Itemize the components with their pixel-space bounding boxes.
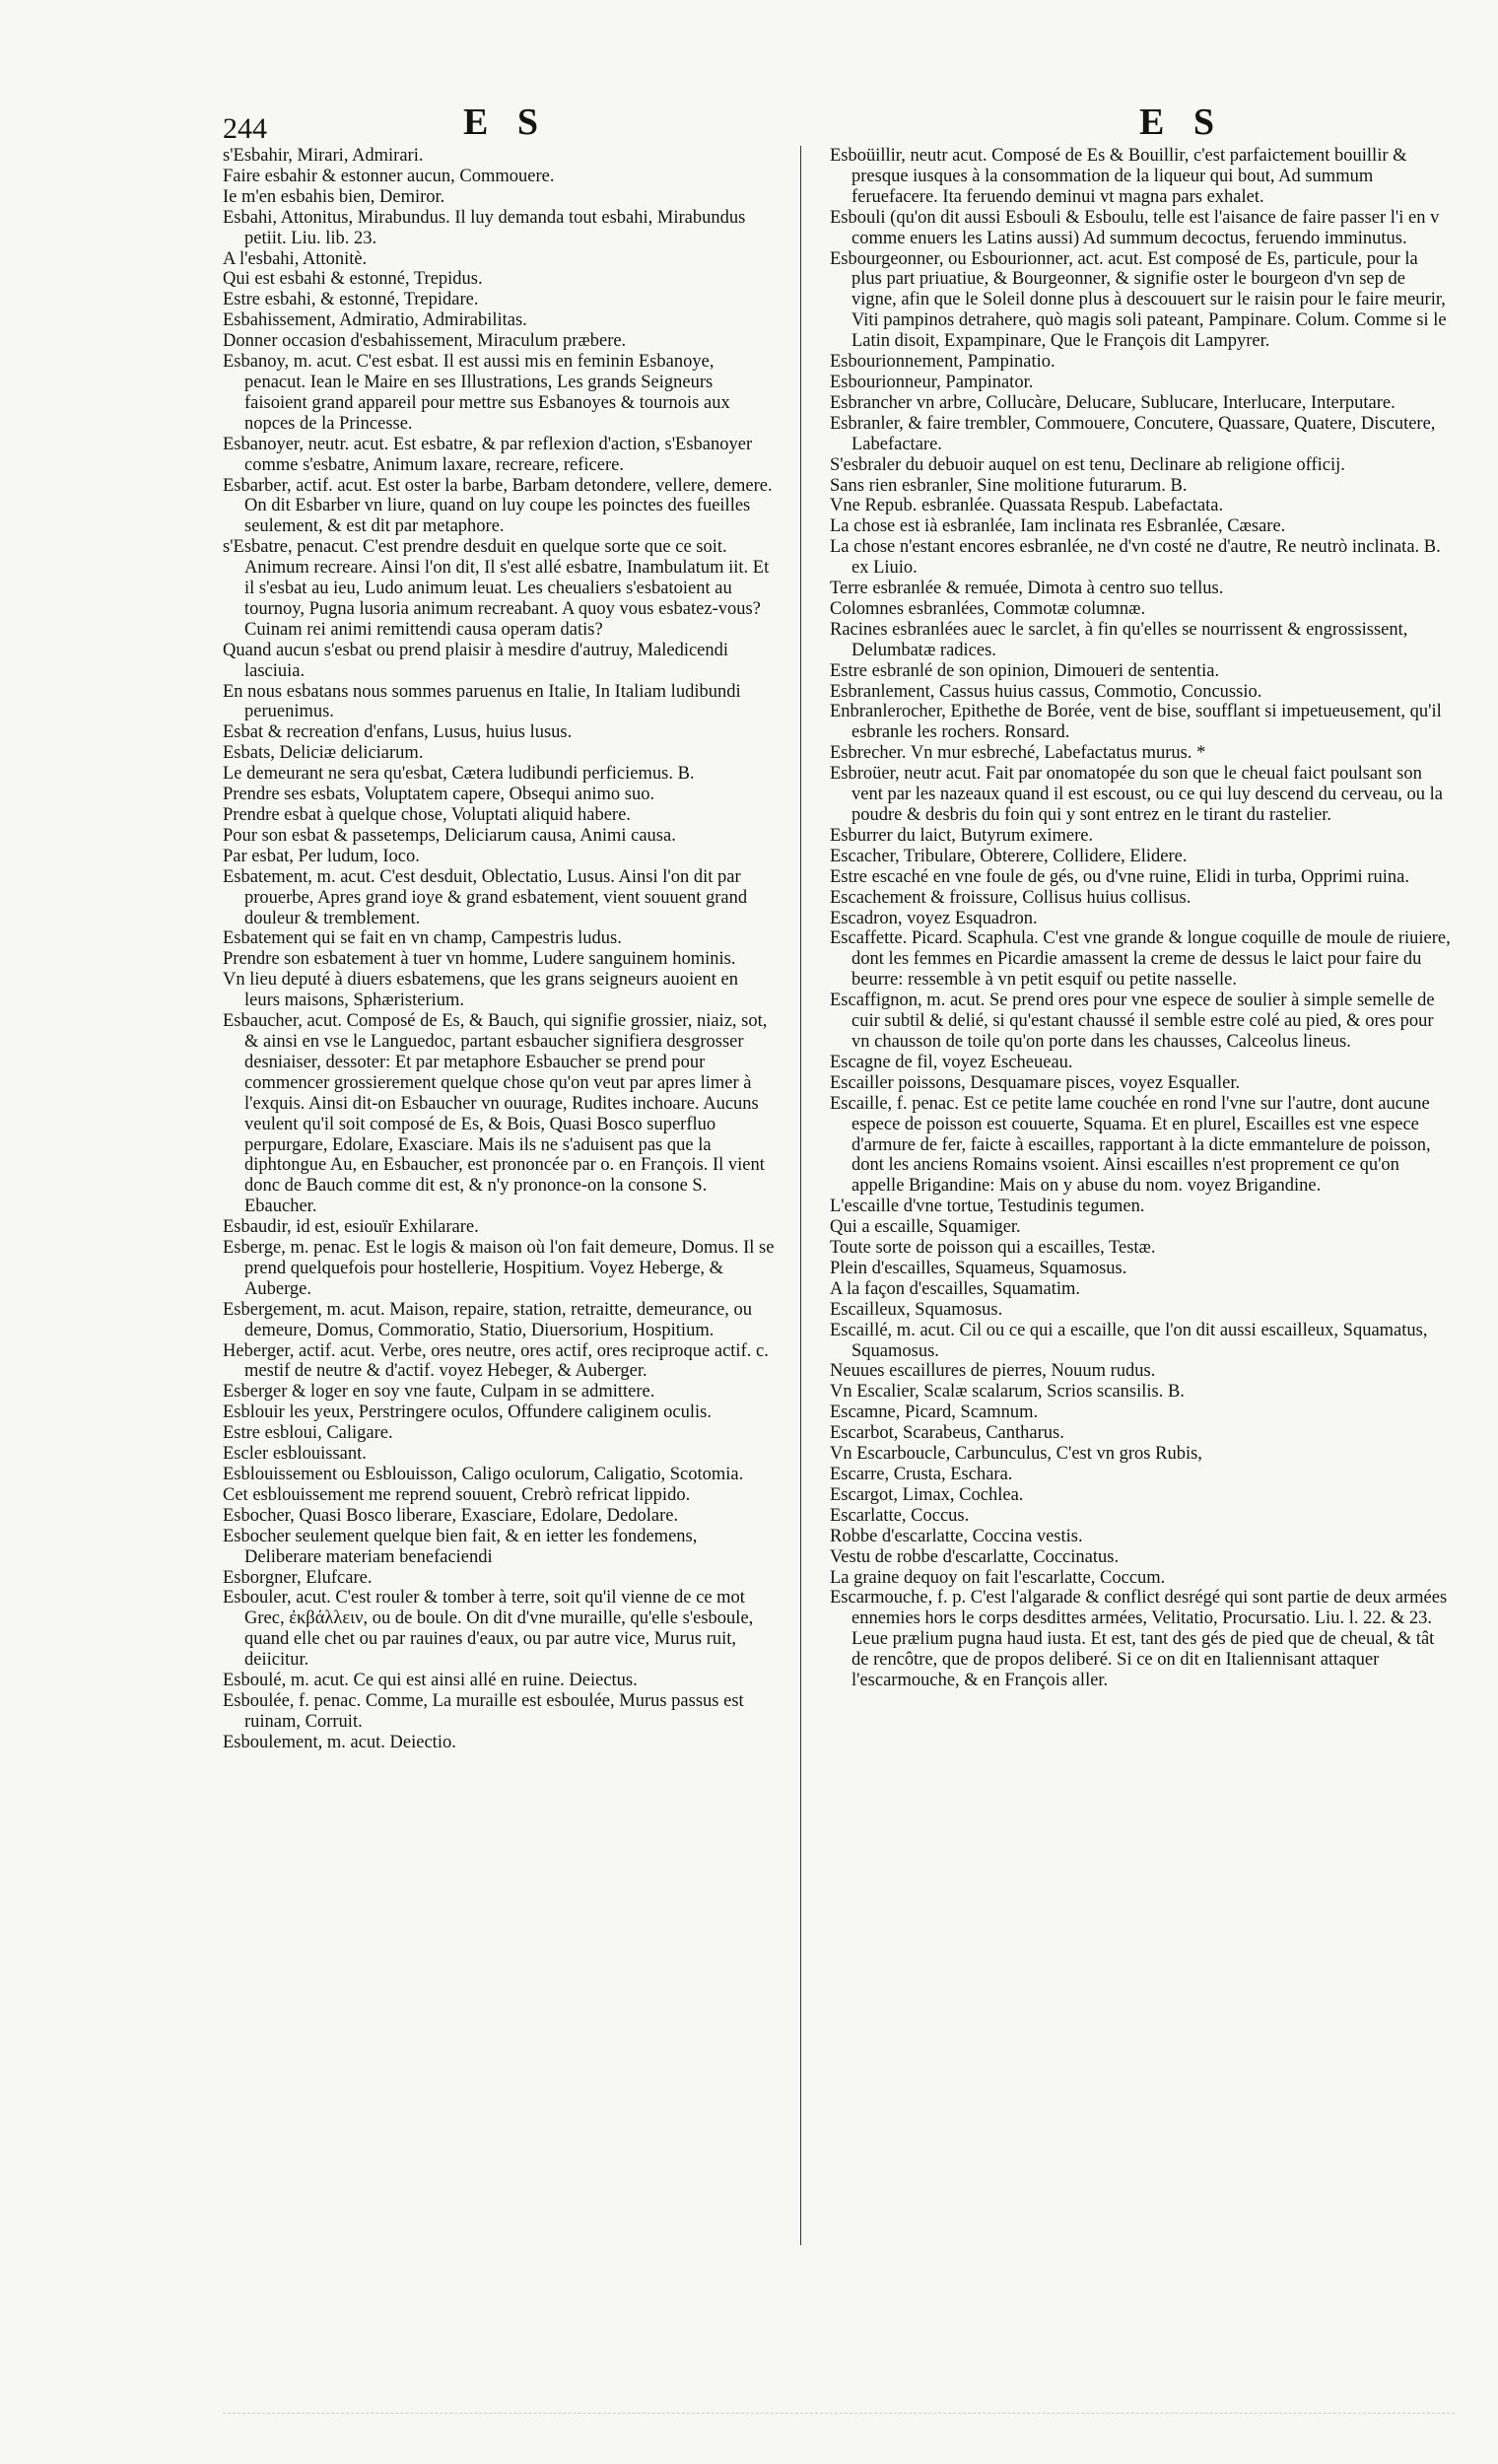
dictionary-entry: Vn Escalier, Scalæ scalarum, Scrios scansilis. B.: [830, 1382, 1185, 1403]
dictionary-entry: Quand aucun s'esbat ou prend plaisir à mesdire d'autruy, Maledicendi lasciuia.: [223, 640, 729, 681]
dictionary-entry: Esbarber, actif. acut. Est oster la barbe, Barbam detondere, vellere, demere. On dit Esbarber vn liure, quand on luy coupe les poinctes des fueilles seulement, & est dit par metaphore.: [223, 475, 773, 537]
dictionary-entry: Escaffignon, m. acut. Se prend ores pour vne espece de soulier à simple semelle de cuir subtil & delié, si qu'estant chaussé il semble estre colé au pied, & ores pour vn chausson de toile qu'on porte dans les chausses, Calceolus lineus.: [830, 991, 1435, 1052]
dictionary-entry: Esbahi, Attonitus, Mirabundus. Il luy demanda tout esbahi, Mirabundus petiit. Liu. lib. 23.: [223, 207, 746, 248]
dictionary-entry: Estre escaché en vne foule de gés, ou d'vne ruine, Elidi in turba, Opprimi ruina.: [830, 866, 1409, 887]
dictionary-entry: Esbrancher vn arbre, Collucàre, Delucare, Sublucare, Interlucare, Interputare.: [830, 392, 1396, 413]
column-divider: [800, 146, 801, 2245]
dictionary-entry: Ie m'en esbahis bien, Demiror.: [223, 186, 445, 207]
dictionary-entry: Escarbot, Scarabeus, Cantharus.: [830, 1423, 1064, 1444]
dictionary-entry: Sans rien esbranler, Sine molitione futurarum. B.: [830, 475, 1188, 496]
dictionary-entry: Esbanoyer, neutr. acut. Est esbatre, & par reflexion d'action, s'Esbanoyer comme s'esbatre, Animum laxare, recreare, reficere.: [223, 434, 753, 475]
dictionary-entry: s'Esbatre, penacut. C'est prendre desduit en quelque sorte que ce soit. Animum recreare. Ainsi l'on dit, Il s'est allé esbatre, Inambulatum iit. Et il s'esbat au ieu, Ludo animum leuat. Les cheualiers s'esbatoient au tournoy, Pugna lusoria animum recreabant. A quoy vous esbatez-vous? Cuinam rei animi remittendi causa operam datis?: [223, 537, 770, 640]
dictionary-entry: Esbourionnement, Pampinatio.: [830, 352, 1055, 373]
dictionary-entry: Esbouler, acut. C'est rouler & tomber à terre, soit qu'il vienne de ce mot Grec, ἐκβάλλειν, ou de boule. On dit d'vne muraille, qu'elle s'esboule, quand elle chet ou par rauines d'eaux, ou par autre vice, Murus ruit, deiicitur.: [223, 1588, 754, 1671]
dictionary-entry: Escadron, voyez Esquadron.: [830, 908, 1038, 928]
dictionary-entry: Prendre son esbatement à tuer vn homme, Ludere sanguinem hominis.: [223, 949, 736, 970]
dictionary-entry: Qui est esbahi & estonné, Trepidus.: [223, 269, 483, 290]
dictionary-entry: Qui a escaille, Squamiger.: [830, 1217, 1021, 1238]
dictionary-entry: Escacher, Tribulare, Obterere, Collidere, Elidere.: [830, 846, 1188, 866]
dictionary-entry: Esbergement, m. acut. Maison, repaire, station, retraitte, demeurance, ou demeure, Domus, Commoratio, Statio, Diuersorium, Hospitium.: [223, 1299, 752, 1340]
dictionary-entry: Esboüillir, neutr acut. Composé de Es & Bouillir, c'est parfaictement bouillir & presque iusques à la consommation de la liqueur qui bout, Ad summum feruefacere. Ita feruendo deminui vt magna pars exhalet.: [830, 146, 1407, 207]
page-edge-rule: [223, 2413, 1455, 2414]
dictionary-entry: Esbats, Deliciæ deliciarum.: [223, 743, 424, 764]
dictionary-entry: Esborgner, Elufcare.: [223, 1567, 373, 1588]
dictionary-entry: Terre esbranlée & remuée, Dimota à centro suo tellus.: [830, 579, 1224, 599]
dictionary-entry: Racines esbranlées auec le sarclet, à fin qu'elles se nourrissent & engrossissent, Delumbatæ radices.: [830, 619, 1408, 660]
dictionary-entry: Pour son esbat & passetemps, Deliciarum causa, Animi causa.: [223, 825, 676, 846]
dictionary-entry: Esbranler, & faire trembler, Commouere, Concutere, Quassare, Quatere, Discutere, Labefactare.: [830, 413, 1436, 454]
dictionary-entry: Escachement & froissure, Collisus huius collisus.: [830, 887, 1192, 908]
dictionary-entry: Escagne de fil, voyez Escheueau.: [830, 1052, 1073, 1072]
dictionary-entry: Colomnes esbranlées, Commotæ columnæ.: [830, 598, 1146, 619]
dictionary-entry: Vne Repub. esbranlée. Quassata Respub. Labefactata.: [830, 496, 1224, 516]
dictionary-entry: Escaillé, m. acut. Cil ou ce qui a escaille, que l'on dit aussi escailleux, Squamatus, Squamosus.: [830, 1320, 1428, 1361]
dictionary-entry: Esboulée, f. penac. Comme, La muraille est esboulée, Murus passus est ruinam, Corruit.: [223, 1690, 744, 1732]
dictionary-entry: Plein d'escailles, Squameus, Squamosus.: [830, 1258, 1127, 1278]
dictionary-entry: A l'esbahi, Attonitè.: [223, 248, 368, 269]
dictionary-entry: Esbouli (qu'on dit aussi Esbouli & Esboulu, telle est l'aisance de faire passer l'i en v comme enuers les Latins aussi) Ad summum decoctus, feruendo imminutus.: [830, 207, 1440, 248]
dictionary-entry: Heberger, actif. acut. Verbe, ores neutre, ores actif, ores reciproque actif. c. mestif de neutre & d'actif. voyez Hebeger, & Auberger.: [223, 1340, 769, 1382]
dictionary-entry: Esberger & loger en soy vne faute, Culpam in se admittere.: [223, 1382, 655, 1403]
dictionary-entry: Estre esbahi, & estonné, Trepidare.: [223, 290, 479, 310]
dictionary-entry: Esbourionneur, Pampinator.: [830, 372, 1034, 392]
dictionary-entry: Esbocher, Quasi Bosco liberare, Exasciare, Edolare, Dedolare.: [223, 1505, 679, 1526]
dictionary-entry: En nous esbatans nous sommes paruenus en Italie, In Italiam ludibundi peruenimus.: [223, 681, 741, 722]
dictionary-entry: Esbatement, m. acut. C'est desduit, Oblectatio, Lusus. Ainsi l'on dit par prouerbe, Apres grand ioye & grand esbatement, vient souuent grand douleur & tremblement.: [223, 866, 748, 928]
dictionary-entry: Esbourgeonner, ou Esbourionner, act. acut. Est composé de Es, particule, pour la plus part priuatiue, & Bourgeonner, & signifie oster le bourgeon d'vn sep de vigne, afin que le Soleil donne plus à descouuert sur le raisin pour le faire meurir, Viti pampinos detrahere, quò magis soli pateant, Pampinare. Colum. Comme si le Latin disoit, Expampinare, Que le François dit Lampyrer.: [830, 248, 1447, 352]
dictionary-entry: Esbahissement, Admiratio, Admirabilitas.: [223, 310, 527, 331]
dictionary-entry: Esbroüer, neutr acut. Fait par onomatopée du son que le cheual faict poulsant son vent par les nazeaux quand il est escoust, ou ce qui luy descend du cerveau, ou la poudre & desbris du foin qui y sont entrez en le tirant du rastelier.: [830, 764, 1444, 825]
dictionary-entry: L'escaille d'vne tortue, Testudinis tegumen.: [830, 1197, 1145, 1217]
right-column: [830, 146, 1453, 1691]
dictionary-entry: Estre esbloui, Caligare.: [223, 1423, 393, 1444]
dictionary-entry: S'esbraler du debuoir auquel on est tenu, Declinare ab religione officij.: [830, 454, 1345, 475]
page-header: [0, 95, 1498, 154]
dictionary-entry: Esbrecher. Vn mur esbreché, Labefactatus murus. *: [830, 743, 1206, 764]
dictionary-entry: Enbranlerocher, Epithethe de Borée, vent de bise, soufflant si impetueusement, qu'il esbranle les rochers. Ronsard.: [830, 702, 1442, 743]
running-head-left: E S: [463, 102, 548, 143]
dictionary-entry: Cet esblouissement me reprend souuent, Crebrò refricat lippido.: [223, 1484, 691, 1505]
dictionary-entry: Escamne, Picard, Scamnum.: [830, 1403, 1039, 1423]
dictionary-entry: Escarmouche, f. p. C'est l'algarade & conflict desrégé qui sont partie de deux armées ennemies hors le corps desdittes armées, Velitatio, Procursatio. Liu. l. 22. & 23. Leue prælium pugna haud iusta. Et est, tant des gés de pied que de cheual, & tât de rencôtre, que de propos deliberé. Si ce on dit en Italiennisant attaquer l'escarmouche, & en François aller.: [830, 1588, 1448, 1691]
dictionary-entry: Prendre esbat à quelque chose, Voluptati aliquid habere.: [223, 805, 631, 825]
dictionary-entry: Prendre ses esbats, Voluptatem capere, Obsequi animo suo.: [223, 785, 655, 805]
dictionary-entry: Escargot, Limax, Cochlea.: [830, 1484, 1024, 1505]
dictionary-entry: s'Esbahir, Mirari, Admirari.: [223, 146, 424, 166]
dictionary-entry: Estre esbranlé de son opinion, Dimoueri de sententia.: [830, 660, 1220, 681]
dictionary-entry: Escarlatte, Coccus.: [830, 1505, 970, 1526]
dictionary-entry: Toute sorte de poisson qui a escailles, Testæ.: [830, 1238, 1156, 1259]
dictionary-entry: La chose n'estant encores esbranlée, ne d'vn costé ne d'autre, Re neutrò inclinata. B. ex Liuio.: [830, 537, 1441, 579]
dictionary-entry: Neuues escaillures de pierres, Nouum rudus.: [830, 1361, 1156, 1382]
dictionary-entry: Esboulement, m. acut. Deiectio.: [223, 1732, 456, 1752]
dictionary-entry: Esbaudir, id est, esiouïr Exhilarare.: [223, 1217, 479, 1238]
dictionary-entry: Esbat & recreation d'enfans, Lusus, huius lusus.: [223, 722, 573, 743]
dictionary-entry: Esberge, m. penac. Est le logis & maison où l'on fait demeure, Domus. Il se prend quelquefois pour hostellerie, Hospitium. Voyez Heberge, & Auberge.: [223, 1238, 775, 1299]
dictionary-entry: Faire esbahir & estonner aucun, Commouere.: [223, 166, 555, 186]
dictionary-entry: Vestu de robbe d'escarlatte, Coccinatus.: [830, 1546, 1120, 1567]
dictionary-entry: Escailleux, Squamosus.: [830, 1299, 1003, 1320]
dictionary-entry: Escailler poissons, Desquamare pisces, voyez Esqualler.: [830, 1072, 1241, 1093]
dictionary-entry: La chose est ià esbranlée, Iam inclinata res Esbranlée, Cæsare.: [830, 516, 1286, 537]
dictionary-entry: Esbaucher, acut. Composé de Es, & Bauch, qui signifie grossier, niaiz, sot, & ainsi en vse le Languedoc, partant esbaucher signifiera desgrosser desniaiser, dessoter: Et par metaphore Esbaucher se prend pour commencer grossierement quelque chose qu'on veut par apres limer à l'exquis. Ainsi dit-on Esbaucher vn ouurage, Rudites inchoare. Aucuns veulent qu'il soit composé de Es, & Bois, Quasi Bosco superfluo perpurgare, Edolare, Exasciare. Mais ils ne s'aduisent pas que la diphtongue Au, en Esbaucher, est prononcée par o. en François. Il vient donc de Bauch comme dit est, & n'y prononce-on la consone S. Ebaucher.: [223, 1011, 768, 1217]
dictionary-entry: Vn lieu deputé à diuers esbatemens, que les grans seigneurs auoient en leurs maisons, Sphæristerium.: [223, 970, 738, 1011]
dictionary-entry: Escler esblouissant.: [223, 1444, 367, 1465]
dictionary-entry: Le demeurant ne sera qu'esbat, Cætera ludibundi perficiemus. B.: [223, 764, 695, 785]
dictionary-entry: Esblouissement ou Esblouisson, Caligo oculorum, Caligatio, Scotomia.: [223, 1465, 744, 1484]
dictionary-entry: Esbatement qui se fait en vn champ, Campestris ludus.: [223, 928, 622, 949]
dictionary-entry: Vn Escarboucle, Carbunculus, C'est vn gros Rubis,: [830, 1444, 1202, 1465]
dictionary-entry: Robbe d'escarlatte, Coccina vestis.: [830, 1526, 1083, 1546]
running-head-right: E S: [1139, 102, 1224, 143]
dictionary-entry: Escaille, f. penac. Est ce petite lame couchée en rond l'vne sur l'autre, dont aucune espece de poisson est couuerte, Squama. Et en plurel, Escailles est vne espece d'armure de fer, faicte à escailles, rapportant à la dicte emmantelure de poisson, dont les anciens Romains vsoient. Ainsi escailles n'est proprement ce qu'on appelle Brigandine: Mais on y abuse du nom. voyez Brigandine.: [830, 1093, 1431, 1197]
dictionary-entry: La graine dequoy on fait l'escarlatte, Coccum.: [830, 1567, 1166, 1588]
page-number: 244: [223, 112, 267, 145]
dictionary-entry: Esbanoy, m. acut. C'est esbat. Il est aussi mis en feminin Esbanoye, penacut. Iean le Maire en ses Illustrations, Les grands Seigneurs faisoient grand appareil pour mettre sus Esbanoyes & tournois aux nopces de la Princesse.: [223, 352, 730, 434]
dictionary-entry: Escarre, Crusta, Eschara.: [830, 1465, 1013, 1484]
dictionary-entry: Esbocher seulement quelque bien fait, & en ietter les fondemens, Deliberare materiam benefaciendi: [223, 1526, 698, 1567]
dictionary-entry: A la façon d'escailles, Squamatim.: [830, 1278, 1081, 1299]
dictionary-entry: Donner occasion d'esbahissement, Miraculum præbere.: [223, 331, 627, 352]
dictionary-entry: Esburrer du laict, Butyrum eximere.: [830, 825, 1094, 846]
dictionary-entry: Par esbat, Per ludum, Ioco.: [223, 846, 420, 866]
dictionary-entry: Esboulé, m. acut. Ce qui est ainsi allé en ruine. Deiectus.: [223, 1671, 638, 1691]
dictionary-entry: Esbranlement, Cassus huius cassus, Commotio, Concussio.: [830, 681, 1262, 702]
left-column: [223, 146, 775, 1753]
dictionary-entry: Escaffette. Picard. Scaphula. C'est vne grande & longue coquille de moule de riuiere, dont les femmes en Picardie amassent la creme de dessus le laict pour faire du beurre: ressemble à vn petit esquif ou petite nasselle.: [830, 928, 1451, 991]
dictionary-entry: Esblouir les yeux, Perstringere oculos, Offundere caliginem oculis.: [223, 1403, 712, 1423]
